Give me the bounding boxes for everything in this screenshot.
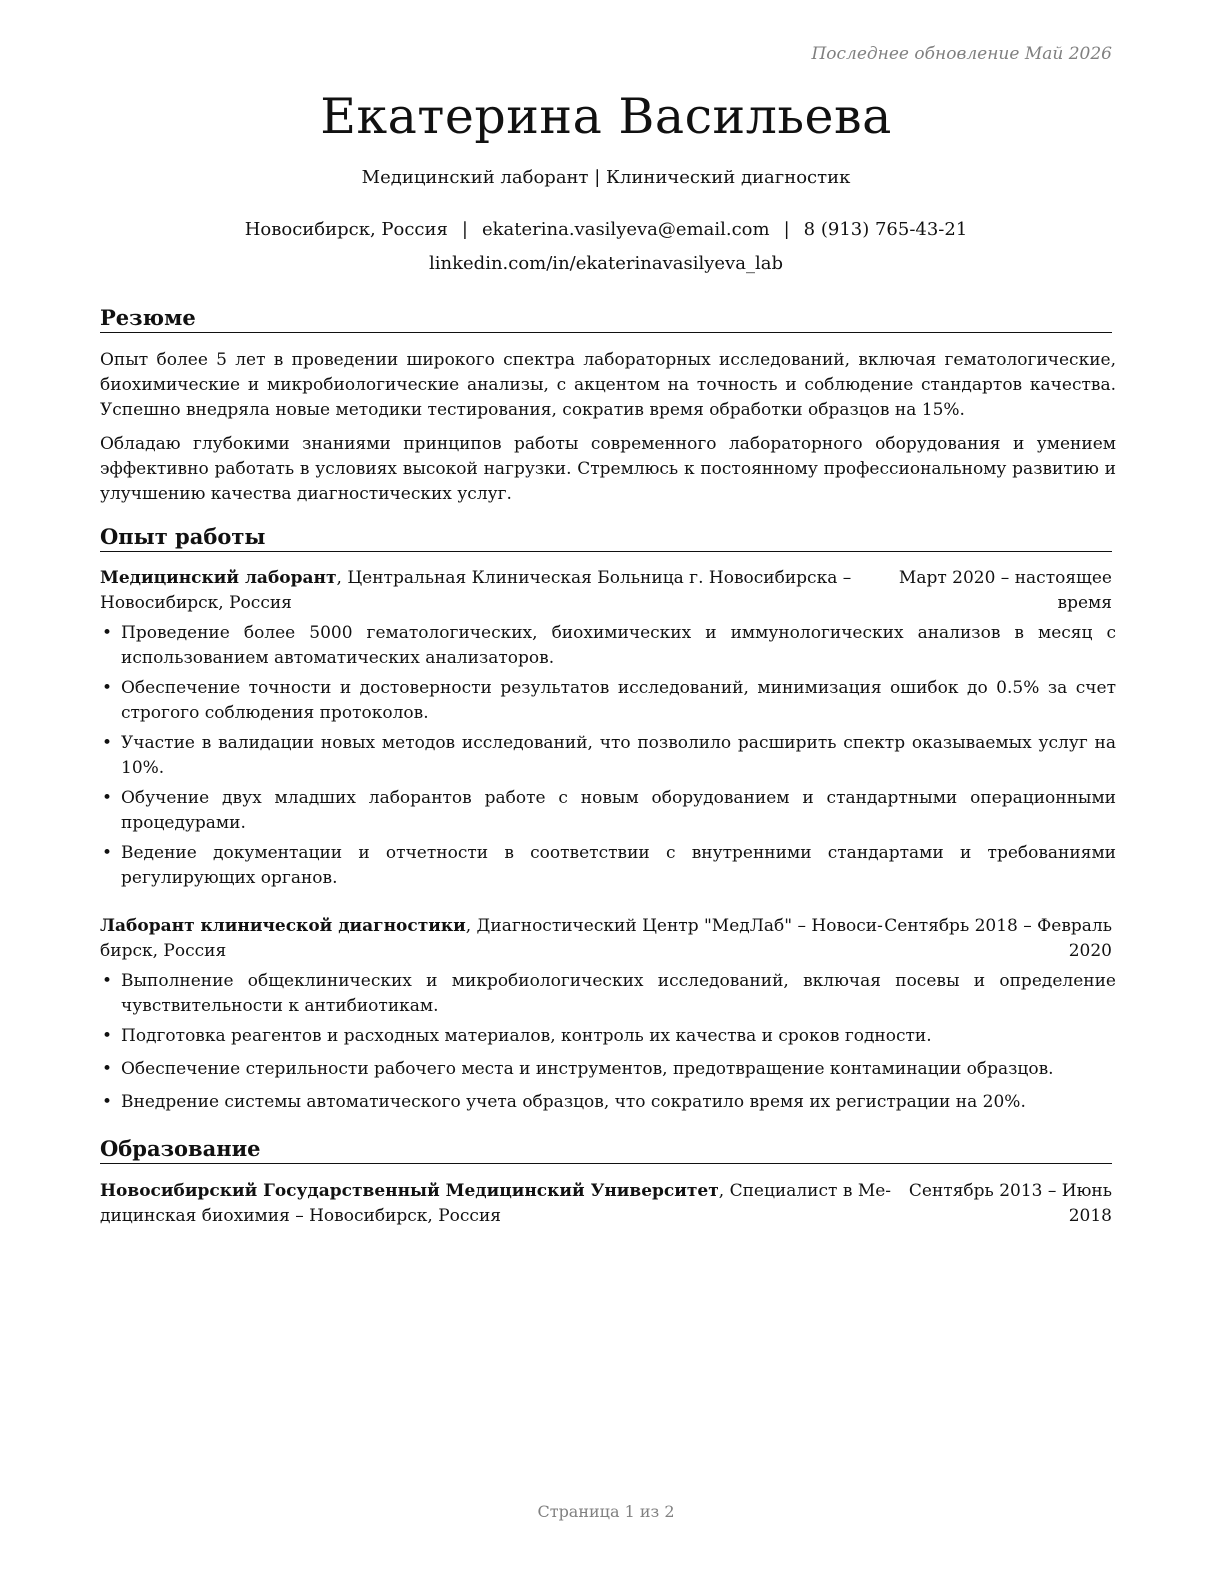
education-dates-line: 2018 [1068,1206,1112,1226]
education-degree-line: , Специалист в Ме- [718,1181,892,1201]
job-header [100,914,1112,964]
job-bullets [100,621,1116,891]
education-dates-line: Сентябрь 2013 – Июнь [908,1181,1112,1201]
list-item: • Проведение более 5000 гематологических, биохимических и иммунологических анализов в месяц с использованием автоматических анализаторов. [100,621,1116,671]
education-institution: Новосибирский Государственный Медицинский Университет [100,1181,719,1201]
education-dates [909,1179,1112,1229]
list-item: • Ведение документации и отчетности в соответствии с внутренними стандартами и требованиями регулирующих органов. [100,841,1116,891]
job-org-line: Новосибирск, Россия [100,593,292,613]
job-dates [884,914,1112,964]
job-dates-line: Март 2020 – настоящее [898,568,1112,588]
summary-paragraph-1: Опыт более 5 лет в проведении широкого спектра лабораторных исследований, включая гематологические, биохимические и микробиологические анализы, с акцентом на точность и соблюдение стандартов качества. Успешно внедряла новые методики тестирования, сократив время обработки образцов на 15%. [100,350,1116,420]
job-org-line: , Диагностический Центр "МедЛаб" – Новоси- [465,916,883,936]
section-title-summary: Резюме [100,304,1112,333]
job-org-line: бирск, Россия [100,941,227,961]
last-updated-note: Последнее обновление Май 2026 [811,44,1112,64]
contact-location: Новосибирск, Россия [244,219,448,240]
list-item: • Внедрение системы автоматического учета образцов, что сократило время их регистрации на 20%. [100,1090,1116,1115]
page-number: Страница 1 из 2 [537,1502,675,1521]
job-dates-line: время [1057,593,1112,613]
job-header [100,566,1112,616]
list-item: • Подготовка реагентов и расходных материалов, контроль их качества и сроков годности. [100,1024,1116,1049]
summary-paragraph-2: Обладаю глубокими знаниями принципов работы современного лабораторного оборудования и умением эффективно работать в условиях высокой нагрузки. Стремлюсь к постоянному профессиональному развитию и улучшению качества диагностических услуг. [100,434,1116,504]
section-title-experience: Опыт работы [100,523,1112,552]
job-position: Лаборант клинической диагностики [100,916,466,936]
list-item: • Участие в валидации новых методов исследований, что позволило расширить спектр оказываемых услуг на 10%. [100,731,1116,781]
resume-page [100,0,1116,1584]
list-item: • Обеспечение точности и достоверности результатов исследований, минимизация ошибок до 0.5% за счет строгого соблюдения протоколов. [100,676,1116,726]
section-title-education: Образование [100,1135,1112,1164]
contact-linkedin[interactable]: linkedin.com/in/ekaterinavasilyeva_lab [429,253,783,274]
job-position: Медицинский лаборант [100,568,337,588]
list-item: • Обучение двух младших лаборантов работе с новым оборудованием и стандартными операционными процедурами. [100,786,1116,836]
contact-email[interactable]: ekaterina.vasilyeva@email.com [481,219,770,240]
job-org-line: , Центральная Клиническая Больница г. Новосибирска – [336,568,852,588]
contact-separator: | [461,219,468,240]
education-item [100,1179,1112,1229]
job-dates [899,566,1112,616]
candidate-subtitle: Медицинский лаборант | Клинический диагностик [361,167,851,188]
job-dates-line: Сентябрь 2018 – Февраль [884,916,1112,936]
contact-phone: 8 (913) 765-43-21 [803,219,968,240]
job-org [100,914,883,964]
contact-line [100,219,1112,240]
education-institution-block [100,1179,891,1229]
candidate-name: Екатерина Васильева [320,88,892,145]
list-item: • Выполнение общеклинических и микробиологических исследований, включая посевы и определение чувствительности к антибиотикам. [100,969,1116,1019]
education-degree-line: дицинская биохимия – Новосибирск, Россия [100,1206,501,1226]
job-org [100,566,851,616]
job-bullets [100,969,1116,1115]
job-dates-line: 2020 [1068,941,1112,961]
contact-separator: | [783,219,790,240]
list-item: • Обеспечение стерильности рабочего места и инструментов, предотвращение контаминации образцов. [100,1057,1116,1082]
